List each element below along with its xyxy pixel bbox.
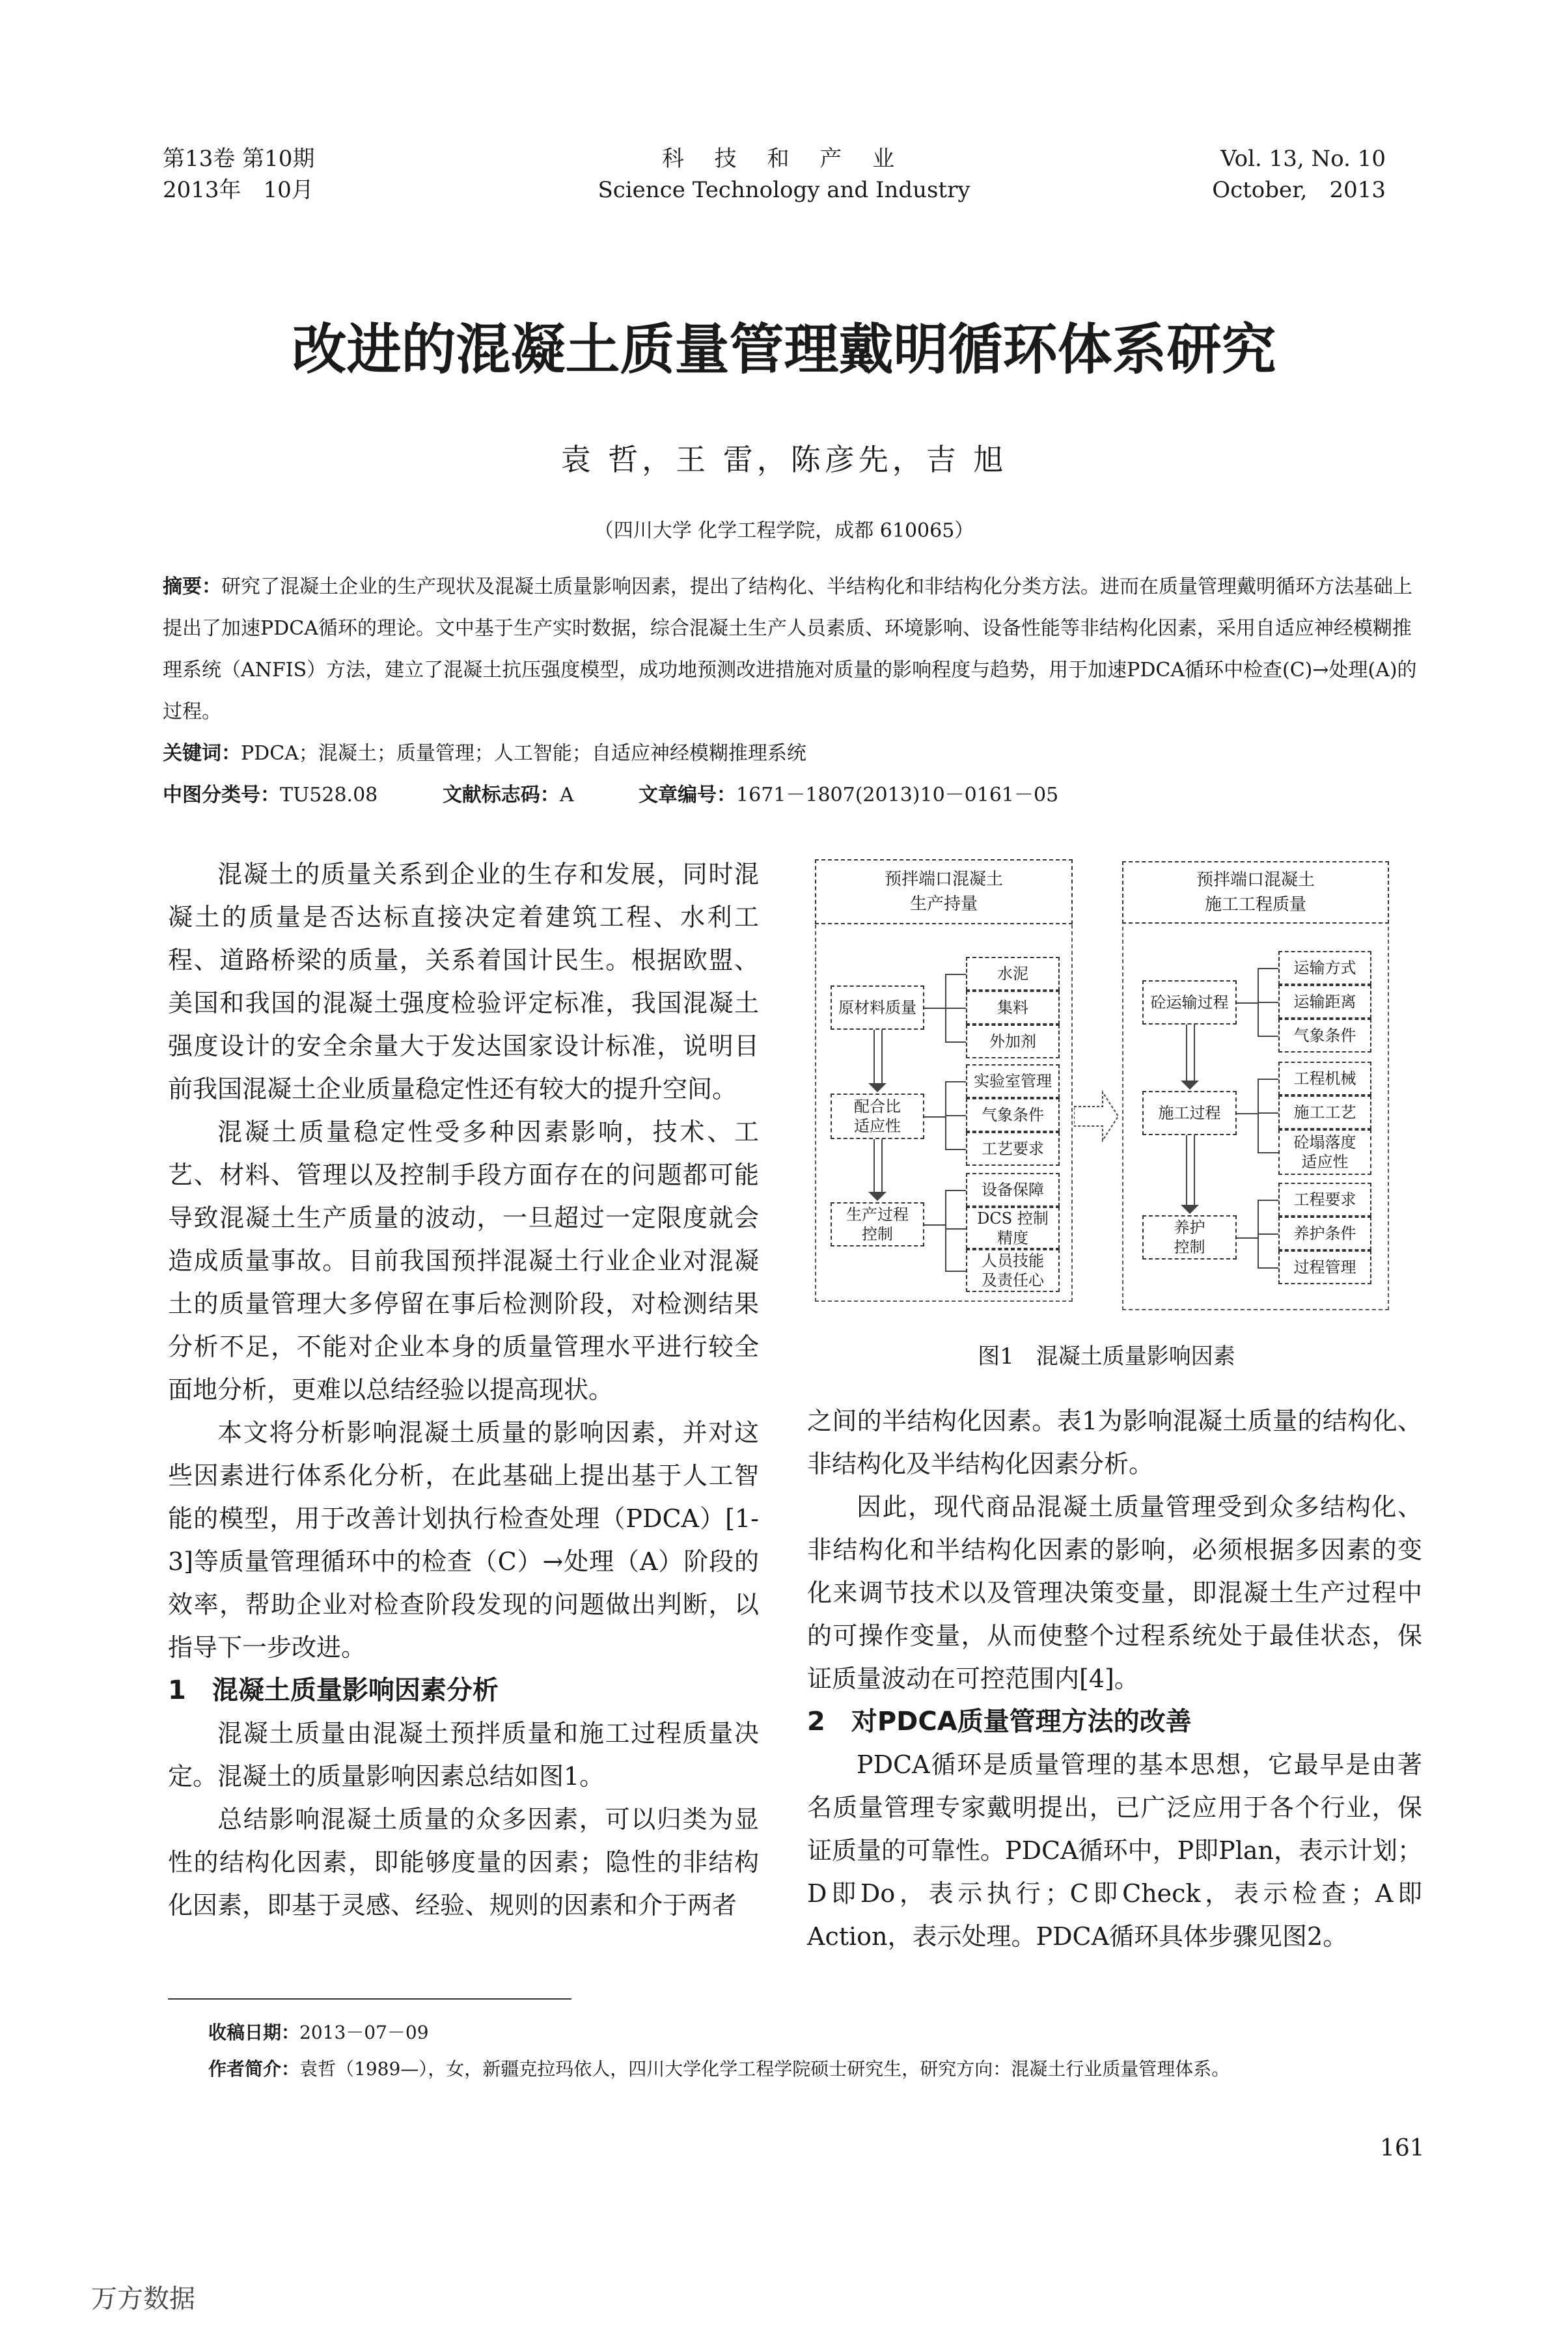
- volume-en: Vol. 13, No. 10: [1220, 146, 1386, 172]
- clc-label: 中图分类号：: [163, 784, 280, 806]
- author-bio-label: 作者简介：: [208, 2058, 300, 2080]
- abstract-text: 研究了混凝土企业的生产现状及混凝土质量影响因素，提出了结构化、半结构化和非结构化分类方法。进而在质量管理戴明循环方法基础上提出了加速PDCA循环的理论。文中基于生产实时数据，综合混凝土生产人员素质、环境影响、设备性能等非结构化因素，采用自适应神经模糊推理系统（ANFIS）方法，建立了混凝土抗压强度模型，成功地预测改进措施对质量的影响程度与趋势，用于加速PDCA循环中检查(C)→处理(A)的过程。: [163, 575, 1417, 723]
- left-column: [168, 853, 759, 1927]
- section-heading: 2 对PDCA质量管理方法的改善: [807, 1707, 1192, 1737]
- connector-line: [873, 1139, 875, 1193]
- abstract: [163, 566, 1425, 733]
- received-label: 收稿日期：: [208, 2022, 300, 2043]
- date-en: October, 2013: [1212, 177, 1386, 203]
- authors: 袁 哲，王 雷，陈彦先，吉 旭: [560, 442, 1008, 477]
- connector-line: [945, 1041, 966, 1043]
- connector-line: [1258, 1079, 1278, 1080]
- connector-line: [1186, 1025, 1187, 1082]
- factor-item-box: 水泥: [966, 957, 1060, 991]
- connector-line: [924, 1224, 945, 1226]
- factor-item-box: 实验室管理: [966, 1064, 1060, 1098]
- connector-line: [945, 1081, 966, 1082]
- received-date: [208, 2015, 1445, 2051]
- journal-name-cn: 科 技 和 产 业: [661, 146, 907, 172]
- figure-1-caption: 图1 混凝土质量影响因素: [978, 1343, 1235, 1370]
- connector-line: [1258, 1233, 1278, 1235]
- connector-line: [945, 974, 966, 975]
- paragraph: 本文将分析影响混凝土质量的影响因素，并对这些因素进行体系化分析，在此基础上提出基于人工智能的模型，用于改善计划执行检查处理（PDCA）[1-3]等质量管理循环中的检查（C）→处理（A）阶段的效率，帮助企业对检查阶段发现的问题做出判断，以指导下一步改进。: [168, 1418, 759, 1662]
- connector-line: [1194, 1135, 1195, 1206]
- author-bio: [208, 2051, 1445, 2087]
- factor-item-box: 工程机械: [1278, 1062, 1371, 1095]
- paragraph: 因此，现代商品混凝土质量管理受到众多结构化、非结构化和半结构化因素的影响，必须根据多因素的变化来调节技术以及管理决策变量，即混凝土生产过程中的可操作变量，从而使整个过程系统处于最佳状态，保证质量波动在可控范围内[4]。: [807, 1493, 1422, 1693]
- connector-line: [924, 1008, 945, 1009]
- keywords-text: PDCA；混凝土；质量管理；人工智能；自适应神经模糊推理系统: [241, 742, 806, 765]
- factor-group-box: 养护 控制: [1142, 1215, 1237, 1260]
- right-panel-title: 预拌端口混凝土 施工工程质量: [1122, 861, 1389, 924]
- article-no-label: 文章编号：: [639, 784, 737, 806]
- watermark: 万方数据: [91, 2284, 195, 2314]
- connector-line: [1237, 1002, 1258, 1004]
- factor-group-box: 生产过程 控制: [831, 1202, 924, 1246]
- paper-title: 改进的混凝土质量管理戴明循环体系研究: [292, 318, 1276, 381]
- author-bio-text: 袁哲（1989—），女，新疆克拉玛依人，四川大学化学工程学院硕士研究生，研究方向：混凝土行业质量管理体系。: [299, 2058, 1230, 2080]
- connector-line: [1194, 1025, 1195, 1082]
- doc-code-label: 文献标志码：: [442, 784, 560, 806]
- factor-item-box: 外加剂: [966, 1025, 1060, 1058]
- connector-line: [881, 1139, 883, 1193]
- factor-group-box: 原材料质量: [831, 985, 924, 1030]
- factor-group-box: 配合比 适应性: [831, 1094, 924, 1139]
- footnote-rule: [168, 1998, 571, 2000]
- keywords: [163, 733, 1425, 775]
- connector-line: [1258, 1267, 1278, 1269]
- connector-line: [945, 1228, 966, 1230]
- paragraph: PDCA循环是质量管理的基本思想，它最早是由著名质量管理专家戴明提出，已广泛应用于各个行业，保证质量的可靠性。PDCA循环中，P即Plan，表示计划；D即Do，表示执行；C即Check，表示检查；A即Action，表示处理。PDCA循环具体步骤见图2。: [807, 1750, 1422, 1951]
- factor-group-box: 砼运输过程: [1142, 980, 1237, 1025]
- factor-item-box: DCS 控制 精度: [966, 1207, 1060, 1249]
- left-panel-title: 预拌端口混凝土 生产持量: [815, 859, 1073, 924]
- page-number: 161: [1380, 2135, 1425, 2162]
- connector-line: [873, 1030, 875, 1084]
- connector-line: [1258, 1200, 1278, 1201]
- journal-volume-info: [163, 143, 314, 206]
- connector-line: [1258, 1002, 1278, 1003]
- article-no-value: 1671－1807(2013)10－0161－05: [736, 784, 1059, 806]
- connector-line: [945, 1190, 946, 1271]
- connector-line: [945, 1008, 966, 1009]
- journal-volume-en: [1212, 143, 1386, 206]
- section-heading: 1 混凝土质量影响因素分析: [168, 1675, 499, 1705]
- connector-line: [945, 1149, 966, 1150]
- paragraph: 混凝土质量稳定性受多种因素影响，技术、工艺、材料、管理以及控制手段方面存在的问题都可能导致混凝土生产质量的波动，一旦超过一定限度就会造成质量事故。目前我国预拌混凝土行业企业对混凝土的质量管理大多停留在事后检测阶段，对检测结果分析不足，不能对企业本身的质量管理水平进行较全面地分析，更难以总结经验以提高现状。: [168, 1118, 759, 1404]
- connector-line: [1186, 1135, 1187, 1206]
- connector-line: [881, 1030, 883, 1084]
- down-arrow-icon: [868, 1192, 887, 1201]
- volume-issue: 第13卷 第10期: [163, 146, 315, 172]
- factor-item-box: 工程要求: [1278, 1183, 1371, 1217]
- factor-item-box: 设备保障: [966, 1173, 1060, 1207]
- factor-item-box: 砼塌落度 适应性: [1278, 1129, 1371, 1175]
- factor-group-box: 施工过程: [1142, 1091, 1237, 1135]
- factor-item-box: 人员技能 及责任心: [966, 1249, 1060, 1292]
- footnotes: [208, 2015, 1445, 2087]
- factor-item-box: 集料: [966, 991, 1060, 1025]
- factor-item-box: 运输距离: [1278, 985, 1371, 1019]
- abstract-block: [163, 566, 1425, 816]
- received-value: 2013－07－09: [299, 2022, 429, 2043]
- connector-line: [1258, 1152, 1278, 1153]
- connector-line: [1237, 1113, 1258, 1114]
- connector-line: [945, 1271, 966, 1272]
- down-arrow-icon: [868, 1083, 887, 1092]
- connector-line: [1258, 1112, 1278, 1114]
- down-arrow-icon: [1181, 1205, 1199, 1214]
- factor-item-box: 过程管理: [1278, 1250, 1371, 1284]
- connector-line: [945, 1190, 966, 1191]
- clc-value: TU528.08: [280, 784, 378, 806]
- connector-line: [924, 1116, 945, 1118]
- right-column: [807, 1399, 1422, 1958]
- factor-item-box: 气象条件: [966, 1098, 1060, 1132]
- connector-line: [1258, 1036, 1278, 1037]
- journal-name-en: Science Technology and Industry: [598, 177, 970, 203]
- abstract-label: 摘要：: [163, 575, 221, 598]
- paragraph: 总结影响混凝土质量的众多因素，可以归类为显性的结构化因素，即能够度量的因素；隐性的非结构化因素，即基于灵感、经验、规则的因素和介于两者: [168, 1805, 759, 1920]
- factor-item-box: 运输方式: [1278, 951, 1371, 985]
- factor-item-box: 养护条件: [1278, 1217, 1371, 1250]
- paragraph: 混凝土的质量关系到企业的生存和发展，同时混凝土的质量是否达标直接决定着建筑工程、水利工程、道路桥梁的质量，关系着国计民生。根据欧盟、美国和我国的混凝土强度检验评定标准，我国混凝土强度设计的安全余量大于发达国家设计标准，说明目前我国混凝土企业质量稳定性还有较大的提升空间。: [168, 860, 759, 1103]
- factor-item-box: 工艺要求: [966, 1132, 1060, 1166]
- connector-line: [945, 1115, 966, 1116]
- figure-1-diagram: [807, 859, 1406, 1315]
- paragraph: 混凝土质量由混凝土预拌质量和施工过程质量决定。混凝土的质量影响因素总结如图1。: [168, 1719, 759, 1791]
- doc-code-value: A: [559, 784, 574, 806]
- connector-line: [1237, 1237, 1258, 1239]
- connector-line: [1258, 1079, 1259, 1152]
- issue-date: 2013年 10月: [163, 177, 314, 203]
- paragraph: 之间的半结构化因素。表1为影响混凝土质量的结构化、非结构化及半结构化因素分析。: [807, 1407, 1422, 1478]
- right-arrow-icon: [1074, 1088, 1120, 1144]
- connector-line: [1258, 968, 1278, 969]
- journal-name: [488, 143, 1080, 206]
- factor-item-box: 气象条件: [1278, 1019, 1371, 1053]
- keywords-label: 关键词：: [163, 742, 241, 765]
- factor-item-box: 施工工艺: [1278, 1095, 1371, 1129]
- down-arrow-icon: [1181, 1081, 1199, 1090]
- classification: [163, 775, 1425, 816]
- affiliation: （四川大学 化学工程学院，成都 610065）: [594, 519, 974, 542]
